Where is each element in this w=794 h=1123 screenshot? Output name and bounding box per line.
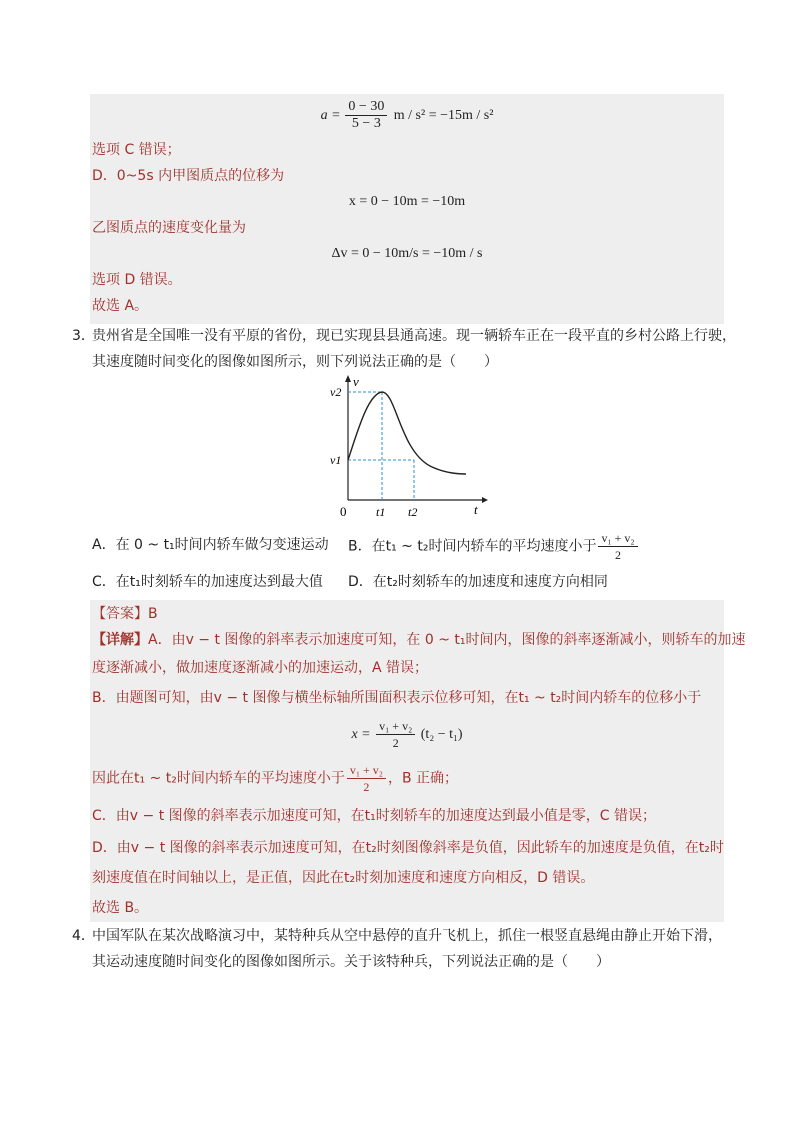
velocity-curve [348,392,466,474]
question-4-text-line2: 其运动速度随时间变化的图像如图所示。关于该特种兵，下列说法正确的是（ ） [92,954,610,970]
detail-b2-fraction [347,762,386,795]
graph-y-label: v [353,374,359,389]
option-d-wrong: 选项 D 错误。 [92,272,182,288]
detail-b-line1: B．由题图可知，由v − t 图像与横坐标轴所围面积表示位移可知，在t₁ ~ t₂时间内轿车的位移小于 [92,690,702,706]
graph-v2-label: v2 [330,385,342,399]
option-c: C．在t₁时刻轿车的加速度达到最大值 [92,574,323,590]
answer-3: 【答案】B [92,606,158,622]
graph-t2-label: t2 [408,505,418,519]
detail-b2-tail: ，B 正确； [387,770,459,787]
detail-a-line1 [92,630,746,650]
eq-a-rhs: m / s² = −15m / s² [393,108,494,123]
eq-x-rhs: (t₂ − t₁) [420,727,463,742]
equation-acceleration: a = $\frac{0 - 30}{5 - 3}$ m / s² = −15m / s² [320,98,494,131]
graph-t1-label: t1 [376,505,386,519]
choose-a: 故选 A。 [92,298,149,314]
option-d: D．在t₂时刻轿车的加速度和速度方向相同 [348,574,608,590]
option-b [348,530,640,563]
velocity-time-graph [320,370,490,520]
x-axis-arrow [482,497,488,503]
eq-a-lhs: a [320,108,328,123]
option-b-num: v₁ + v₂ [598,530,637,547]
option-a: A．在 0 ~ t₁时间内轿车做匀变速运动 [92,537,329,553]
y-axis-arrow [345,375,351,382]
equation-x-area [90,718,724,752]
detail-b2-den: 2 [363,780,370,794]
question-3-text-line1: 贵州省是全国唯一没有平原的省份，现已实现县县通高速。现一辆轿车正在一段平直的乡村公路上行驶， [92,328,736,344]
detail-b2-text: 因此在t₁ ~ t₂时间内轿车的平均速度小于 [92,770,345,787]
detail-c: C．由v − t 图像的斜率表示加速度可知，在t₁时刻轿车的加速度达到最小值是零，C 错误； [92,808,656,824]
option-b-text: B．在t₁ ~ t₂时间内轿车的平均速度小于 [348,538,597,555]
question-3-number: 3． [72,328,95,344]
eq-x-den: 2 [392,736,399,751]
eq-a-fraction [345,99,387,132]
detail-a1-text: A．由v − t 图像的斜率表示加速度可知，在 0 ~ t₁时间内，图像的斜率逐渐减小，则轿车的加速 [148,632,746,648]
option-c-wrong: 选项 C 错误； [92,142,181,158]
choose-b: 故选 B。 [92,900,149,916]
option-b-fraction [598,530,637,563]
question-4-text-line1: 中国军队在某次战略演习中，某特种兵从空中悬停的直升飞机上，抓住一根竖直悬绳由静止开始下滑， [92,928,722,944]
option-b-den: 2 [615,548,622,562]
graph-origin: 0 [340,504,347,519]
detail-a-line2: 度逐渐减小，做加速度逐渐减小的加速运动，A 错误； [92,660,429,676]
equation-displacement: x = 0 − 10m = −10m [348,194,466,209]
detail-d-line1: D．由v − t 图像的斜率表示加速度可知，在t₂时刻图像斜率是负值，因此轿车的加速度是负值，在t₂时 [92,840,724,856]
eq-x-num: v₁ + v₂ [376,718,415,735]
eq-x-lhs: x = [351,727,371,742]
detail-d-line2: 刻速度值在时间轴以上，是正值，因此在t₂时刻加速度和速度方向相反，D 错误。 [92,870,595,886]
eq-a-den: 5 − 3 [351,115,381,131]
equation-velocity-change: Δv = 0 − 10m/s = −10m / s [331,246,483,261]
detail-b2-num: v₁ + v₂ [347,762,386,779]
option-d-displacement: D．0~5s 内甲图质点的位移为 [92,168,285,184]
question-4-number: 4． [72,928,95,944]
eq-a-num: 0 − 30 [345,99,387,116]
detail-tag: 【详解】 [92,632,148,648]
detail-b-line2 [92,762,458,795]
graph-x-label: t [474,502,478,517]
graph-v1-label: v1 [330,453,342,467]
yi-velocity-change: 乙图质点的速度变化量为 [92,220,246,236]
eq-x-fraction [376,718,415,751]
question-3-text-line2: 其速度随时间变化的图像如图所示，则下列说法正确的是（ ） [92,354,498,370]
